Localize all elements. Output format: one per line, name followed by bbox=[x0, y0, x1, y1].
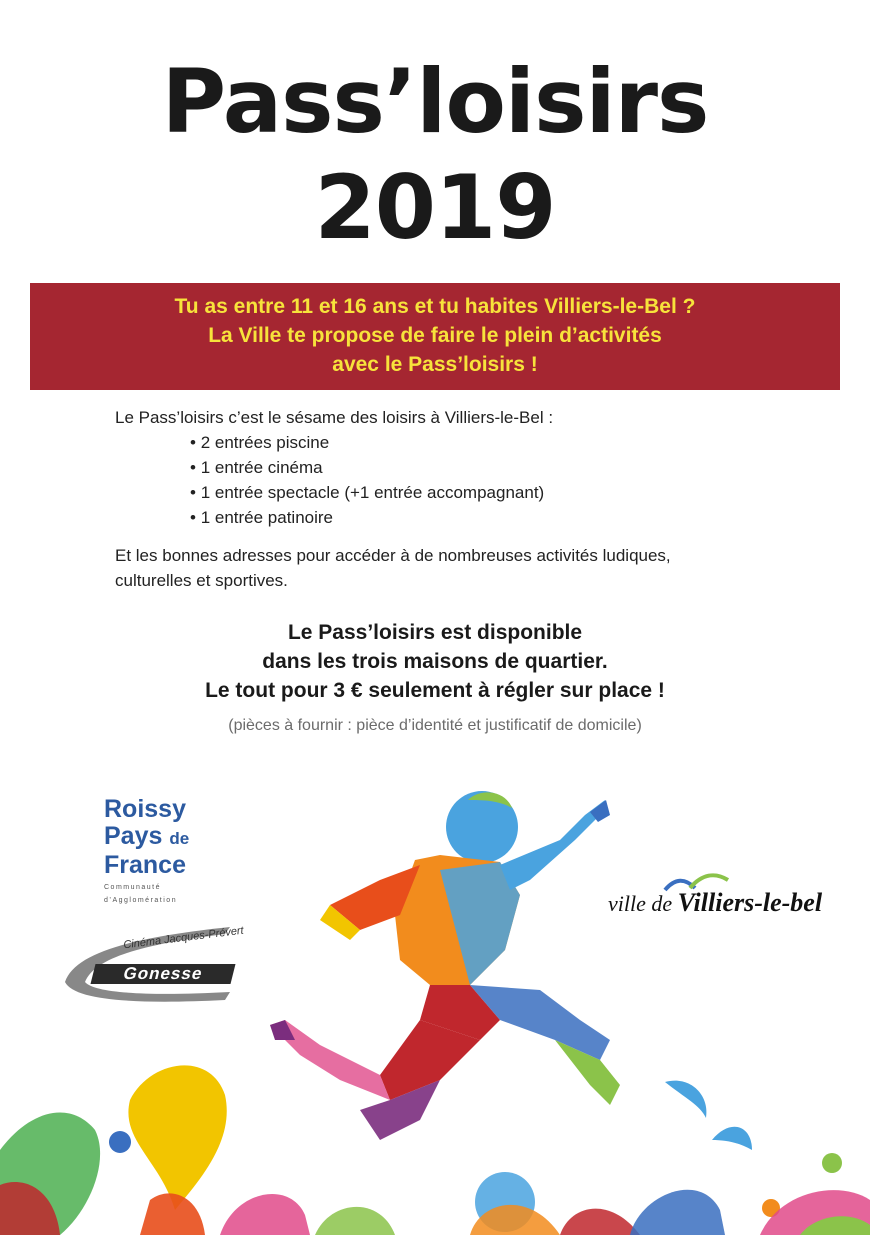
cinema-jacques-prevert-logo bbox=[55, 922, 245, 1004]
leaf-shape-icon bbox=[665, 1081, 707, 1118]
leaf-shape-icon bbox=[712, 1127, 752, 1150]
wave-icon bbox=[660, 870, 730, 900]
page-title: Pass’loisirs bbox=[161, 50, 709, 153]
highlight-line: Le Pass’loisirs est disponible bbox=[287, 621, 583, 644]
page-title-year: 2019 bbox=[314, 156, 556, 259]
list-item: • 2 entrées piscine bbox=[190, 430, 671, 455]
logo-text: France bbox=[104, 851, 186, 879]
leaf-shape-icon bbox=[128, 1065, 226, 1210]
list-item: • 1 entrée patinoire bbox=[190, 505, 671, 530]
logo-text: Pays de bbox=[104, 822, 190, 850]
logo-subtext: d’Agglomération bbox=[104, 897, 178, 904]
roissy-pays-de-france-logo bbox=[104, 796, 189, 905]
leaf-shape-icon bbox=[560, 1209, 640, 1235]
cinema-name: Cinéma Jacques-Prévert bbox=[122, 924, 245, 952]
dot-icon bbox=[109, 1131, 131, 1153]
cinema-city: Gonesse bbox=[91, 964, 236, 984]
paragraph-line: culturelles et sportives. bbox=[115, 571, 288, 590]
leaf-shape-icon bbox=[630, 1190, 725, 1235]
banner-line: La Ville te propose de faire le plein d’activités bbox=[208, 324, 662, 347]
ville-de-villiers-le-bel-logo bbox=[608, 888, 822, 918]
list-item: • 1 entrée cinéma bbox=[190, 455, 671, 480]
logo-text: ville de bbox=[608, 891, 678, 916]
list-item: • 1 entrée spectacle (+1 entrée accompagnant) bbox=[190, 480, 671, 505]
leaf-shape-icon bbox=[315, 1207, 395, 1235]
intro-lead: Le Pass’loisirs c’est le sésame des loisirs à Villiers-le-Bel : bbox=[115, 408, 554, 427]
logo-text: Roissy bbox=[104, 795, 186, 823]
logo-text: Villiers-le-bel bbox=[677, 888, 823, 917]
leaf-shape-icon bbox=[140, 1193, 205, 1235]
leaf-shape-icon bbox=[220, 1194, 310, 1235]
dot-icon bbox=[822, 1153, 842, 1173]
banner-line: avec le Pass’loisirs ! bbox=[332, 353, 538, 376]
documents-note: (pièces à fournir : pièce d’identité et justificatif de domicile) bbox=[228, 717, 642, 734]
paragraph-line: Et les bonnes adresses pour accéder à de nombreuses activités ludiques, bbox=[115, 546, 671, 565]
jumping-child-icon bbox=[270, 791, 620, 1140]
logo-subtext: Communauté bbox=[104, 884, 162, 891]
highlight-line: dans les trois maisons de quartier. bbox=[262, 650, 608, 673]
highlight-line: Le tout pour 3 € seulement à régler sur place ! bbox=[205, 679, 665, 702]
banner-line: Tu as entre 11 et 16 ans et tu habites Villiers-le-Bel ? bbox=[174, 295, 696, 318]
